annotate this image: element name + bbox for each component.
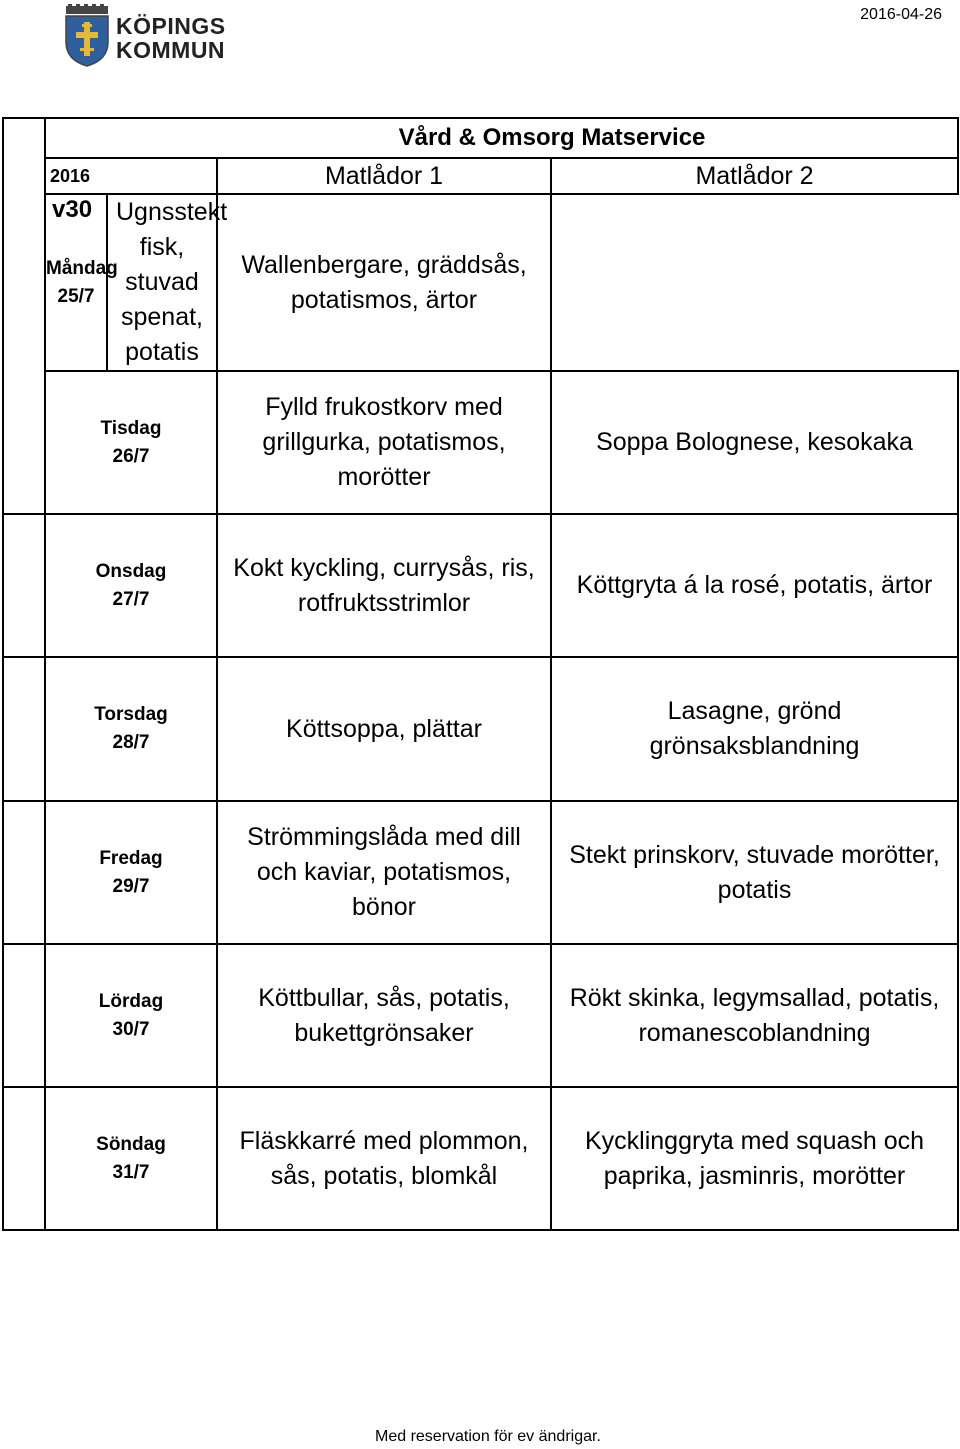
dish-matlador-1: Fylld frukostkorv med grillgurka, potatismos, morötter [217,371,551,514]
day-name: Söndag [96,1133,166,1155]
year-label: 2016 [45,158,217,194]
week-label [3,118,45,371]
logo-line-1: KÖPINGS [116,13,226,39]
day-date: 26/7 [112,445,150,467]
day-date: 25/7 [57,285,95,307]
dish-matlador-2: Lasagne, grönd grönsaksblandning [551,657,958,801]
dish-matlador-1: Köttsoppa, plättar [217,657,551,801]
dish-matlador-2: Soppa Bolognese, kesokaka [551,371,958,514]
dish-matlador-2: Kycklinggryta med squash och paprika, jasminris, morötter [551,1087,958,1230]
day-cell [45,1087,217,1230]
kopings-kommun-logo [62,4,262,68]
dish-matlador-2: Köttgryta á la rosé, potatis, ärtor [551,514,958,657]
day-date: 29/7 [112,875,150,897]
dish-matlador-1: Fläskkarré med plommon, sås, potatis, blomkål [217,1087,551,1230]
week-number: v30 [52,196,93,223]
day-name: Fredag [99,847,163,869]
day-date: 27/7 [112,588,150,610]
dish-matlador-1: Kokt kyckling, currysås, ris, rotfruktsstrimlor [217,514,551,657]
day-name: Måndag [46,257,118,279]
logo-line-2: KOMMUN [116,37,226,63]
day-date: 28/7 [112,732,150,753]
footer-note: Med reservation för ev ändrigar. [375,1428,601,1445]
table-title: Vård & Omsorg Matservice [107,118,958,158]
day-name: Tisdag [100,417,162,439]
day-cell [45,371,217,514]
day-cell [45,801,217,944]
day-name: Onsdag [95,560,167,582]
day-name: Torsdag [94,704,168,725]
day-cell [45,944,217,1087]
dish-matlador-1: Ugnsstekt fisk, stuvad spenat, potatis [107,194,217,371]
day-date: 31/7 [112,1161,150,1183]
document-date: 2016-04-26 [860,6,942,23]
day-cell [45,657,217,801]
day-date: 30/7 [112,1018,150,1040]
dish-matlador-1: Strömmingslåda med dill och kaviar, potatismos, bönor [217,801,551,944]
column-header-matlador-2: Matlådor 2 [551,158,958,194]
column-header-matlador-1: Matlådor 1 [217,158,551,194]
dish-matlador-2: Stekt prinskorv, stuvade morötter, potatis [551,801,958,944]
dish-matlador-2: Wallenbergare, gräddsås, potatismos, ärtor [217,194,551,371]
dish-matlador-1: Köttbullar, sås, potatis, bukettgrönsaker [217,944,551,1087]
day-cell [45,514,217,657]
day-name: Lördag [98,990,164,1012]
menu-table [2,117,959,1231]
coat-of-arms-icon [62,4,112,68]
dish-matlador-2: Rökt skinka, legymsallad, potatis, romanescoblandning [551,944,958,1087]
